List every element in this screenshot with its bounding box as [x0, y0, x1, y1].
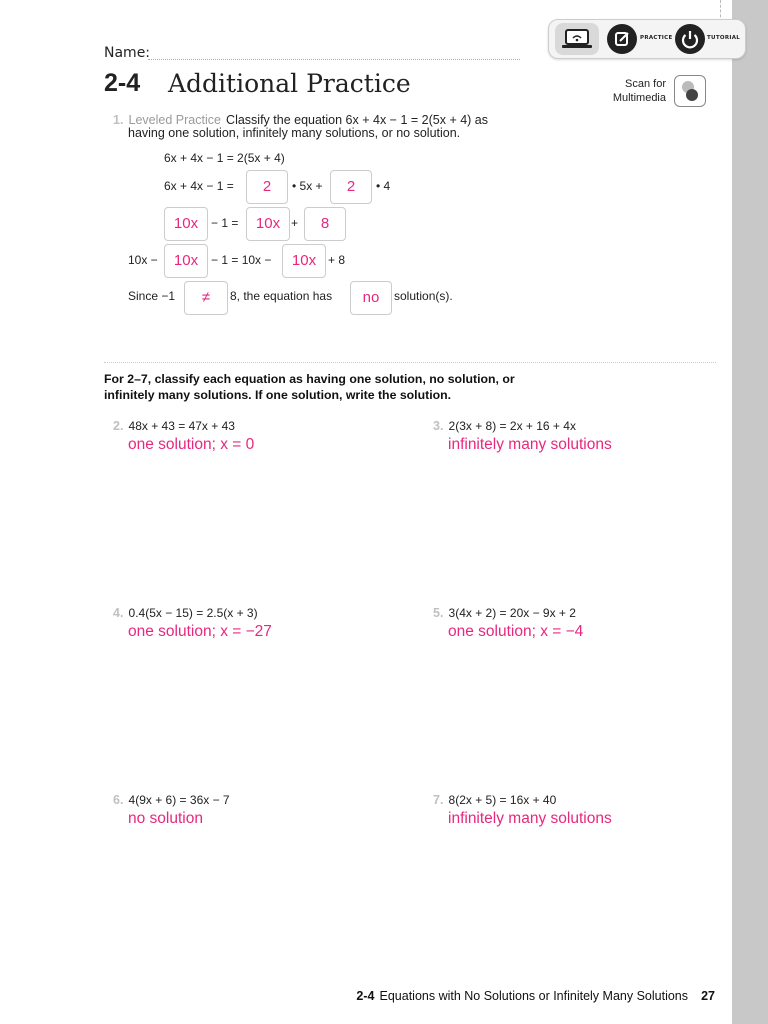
problem-answer: infinitely many solutions	[448, 810, 612, 827]
answer-box[interactable]: 10x	[164, 244, 208, 278]
name-field-line[interactable]	[148, 59, 520, 60]
problem-7	[433, 789, 612, 828]
step-3-mid: − 1 =	[211, 216, 239, 230]
step-4-right: + 8	[328, 253, 346, 267]
lesson-number: 2-4	[104, 69, 141, 97]
instructions-line-1: For 2–7, classify each equation as having one solution, no solution, or	[104, 372, 515, 386]
leveled-practice-label: Leveled Practice	[128, 113, 221, 127]
practice-icon[interactable]	[607, 24, 637, 54]
problem-equation: 4(9x + 6) = 36x − 7	[128, 793, 230, 807]
step-2-left: 6x + 4x − 1 =	[164, 179, 234, 193]
problem-answer: one solution; x = −4	[448, 623, 584, 640]
problem-equation: 8(2x + 5) = 16x + 40	[448, 793, 557, 807]
step-2-mid: • 5x +	[292, 179, 323, 193]
power-icon[interactable]	[675, 24, 705, 54]
page-edge-strip	[732, 0, 768, 1024]
scan-for-multimedia	[600, 77, 666, 105]
laptop-icon[interactable]	[555, 23, 599, 55]
scan-code-icon[interactable]	[674, 75, 706, 107]
step-2-right: • 4	[376, 179, 391, 193]
page-title: Additional Practice	[168, 69, 411, 98]
problem-text-line2: having one solution, infinitely many solutions, or no solution.	[128, 126, 461, 140]
footer-lesson: 2-4	[356, 989, 375, 1003]
problem-number: 6.	[113, 793, 124, 807]
page-number: 27	[701, 989, 715, 1003]
problem-4	[113, 602, 272, 641]
instructions	[104, 371, 624, 403]
problem-text: Classify the equation 6x + 4x − 1 = 2(5x + 4) as	[226, 113, 489, 127]
step-1: 6x + 4x − 1 = 2(5x + 4)	[164, 151, 285, 165]
practice-label[interactable]: PRACTICE	[640, 35, 673, 41]
problem-answer: infinitely many solutions	[448, 436, 612, 453]
problem-number: 3.	[433, 419, 444, 433]
scan-line-2: Multimedia	[612, 92, 666, 104]
problem-number: 4.	[113, 606, 124, 620]
problem-equation: 48x + 43 = 47x + 43	[128, 419, 235, 433]
answer-box[interactable]: 10x	[164, 207, 208, 241]
since-left: Since −1	[128, 289, 176, 303]
step-4-left: 10x −	[128, 253, 158, 267]
since-mid: 8, the equation has	[230, 289, 333, 303]
since-right: solution(s).	[394, 289, 453, 303]
problem-number: 7.	[433, 793, 444, 807]
step-3-plus: +	[291, 216, 299, 230]
name-label: Name:	[104, 45, 151, 61]
section-divider	[104, 362, 716, 363]
answer-box[interactable]: 10x	[246, 207, 290, 241]
footer-title: Equations with No Solutions or Infinitely Many Solutions	[379, 989, 688, 1003]
answer-box[interactable]: no	[350, 281, 392, 315]
instructions-line-2: infinitely many solutions. If one solution, write the solution.	[104, 388, 452, 402]
page-footer	[356, 985, 715, 1004]
step-4-mid: − 1 = 10x −	[211, 253, 272, 267]
answer-box[interactable]: 2	[246, 170, 288, 204]
problem-equation: 3(4x + 2) = 20x − 9x + 2	[448, 606, 576, 620]
problem-answer: one solution; x = 0	[128, 436, 255, 453]
problem-answer: one solution; x = −27	[128, 623, 272, 640]
answer-box[interactable]: 2	[330, 170, 372, 204]
problem-equation: 0.4(5x − 15) = 2.5(x + 3)	[128, 606, 258, 620]
problem-equation: 2(3x + 8) = 2x + 16 + 4x	[448, 419, 576, 433]
tutorial-label[interactable]: TUTORIAL	[707, 35, 741, 41]
answer-box[interactable]: 8	[304, 207, 346, 241]
problem-5	[433, 602, 583, 641]
problem-answer: no solution	[128, 810, 203, 827]
problem-2	[113, 415, 254, 454]
problem-3	[433, 415, 612, 454]
problem-number: 5.	[433, 606, 444, 620]
answer-box[interactable]: 10x	[282, 244, 326, 278]
answer-box[interactable]: ≠	[184, 281, 228, 315]
media-toolbar	[548, 19, 746, 59]
problem-number: 1.	[113, 113, 124, 127]
problem-number: 2.	[113, 419, 124, 433]
scan-line-1: Scan for	[625, 78, 666, 90]
problem-6	[113, 789, 230, 828]
